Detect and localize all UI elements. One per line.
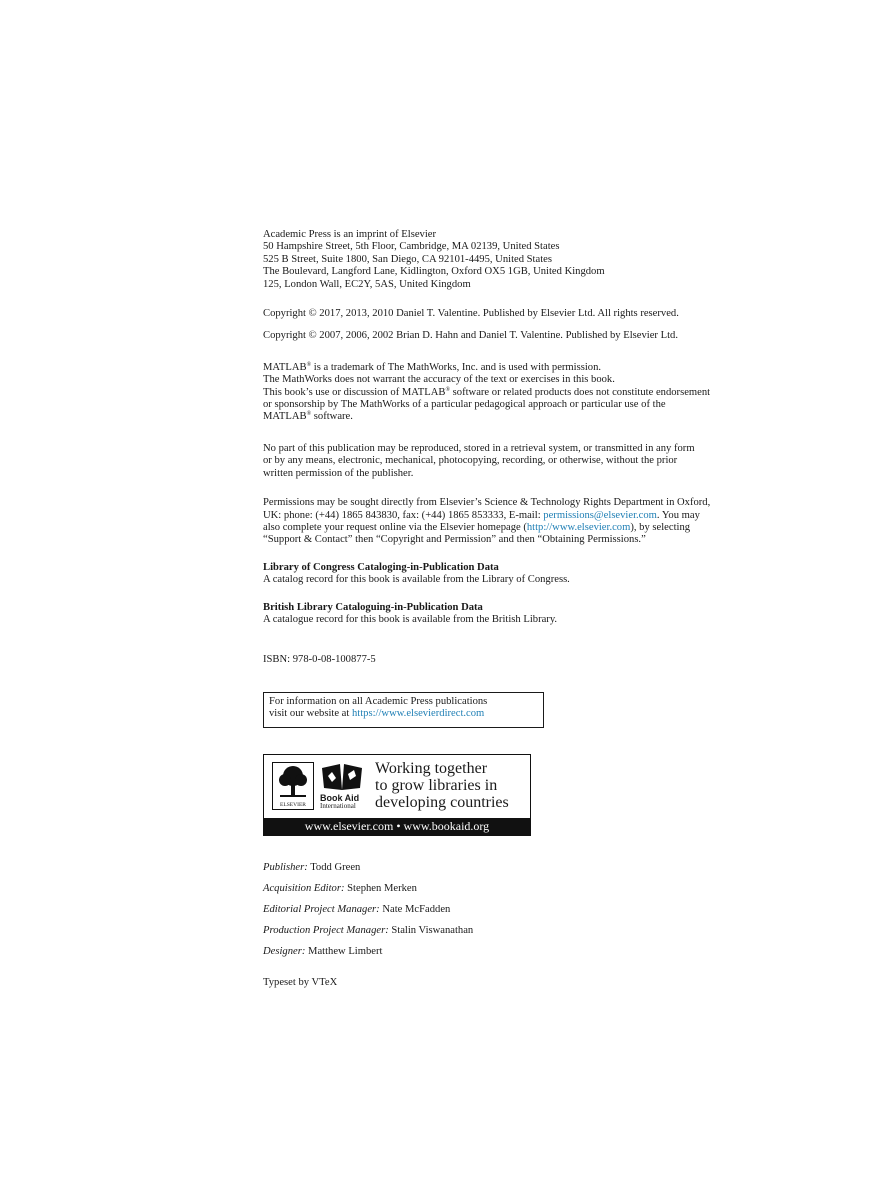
book-aid-label: Book Aid <box>320 792 360 803</box>
permissions-text: also complete your request online via the Elsevier homepage ( <box>263 521 527 533</box>
matlab-text: MATLAB <box>263 411 307 423</box>
permissions-text: UK: phone: (+44) 1865 843830, fax: (+44) 1865 853333, E-mail: <box>263 509 544 521</box>
credit-editorial-pm <box>263 904 763 916</box>
tagline-line: developing countries <box>375 793 509 811</box>
info-text: visit our website at <box>269 708 352 720</box>
info-box <box>263 692 544 728</box>
permissions-line: Permissions may be sought directly from Elsevier’s Science & Technology Rights Department in Oxford, <box>263 497 711 509</box>
credit-role: Publisher: <box>263 861 308 873</box>
imprint-line: 525 B Street, Suite 1800, San Diego, CA 92101-4495, United States <box>263 253 552 265</box>
matlab-text: is a trademark of The MathWorks, Inc. and is used with permission. <box>311 361 602 373</box>
permissions-block <box>263 497 763 547</box>
credit-name: Stalin Viswanathan <box>388 925 474 937</box>
imprint-line: 125, London Wall, EC2Y, 5AS, United Kingdom <box>263 278 471 290</box>
matlab-text: MATLAB <box>263 361 307 373</box>
matlab-text: or sponsorship by The MathWorks of a particular pedagogical approach or particular use of the <box>263 399 666 411</box>
credit-role: Acquisition Editor: <box>263 882 345 894</box>
elsevierdirect-link[interactable]: https://www.elsevierdirect.com <box>351 708 485 720</box>
credit-acquisition-editor <box>263 883 763 895</box>
bl-text: A catalogue record for this book is available from the British Library. <box>263 613 558 625</box>
bl-block <box>263 602 763 627</box>
elsevier-homepage-link[interactable]: http://www.elsevier.com <box>526 521 631 533</box>
credit-production-pm <box>263 925 763 937</box>
book-aid-banner <box>263 754 531 836</box>
loc-heading: Library of Congress Cataloging-in-Publication Data <box>263 561 499 573</box>
open-book-icon <box>320 762 364 792</box>
credit-name: Nate McFadden <box>379 903 451 915</box>
credit-role: Production Project Manager: <box>263 925 389 937</box>
loc-text: A catalog record for this book is available from the Library of Congress. <box>263 574 570 586</box>
loc-block <box>263 562 763 587</box>
permissions-text: ), by selecting <box>630 521 691 533</box>
tagline-line: to grow libraries in <box>375 776 498 794</box>
credit-role: Editorial Project Manager: <box>263 903 380 915</box>
registered-mark: ® <box>306 361 312 368</box>
book-aid-footer: www.elsevier.com • www.bookaid.org <box>264 818 530 835</box>
imprint-block <box>263 229 763 291</box>
elsevier-logo-label: ELSEVIER <box>280 801 306 808</box>
credits-block <box>263 862 763 959</box>
credit-role: Designer: <box>263 946 306 958</box>
matlab-text: The MathWorks does not warrant the accuracy of the text or exercises in this book. <box>263 374 615 386</box>
typeset-note: Typeset by VTeX <box>263 976 338 988</box>
tagline-line: Working together <box>375 759 488 777</box>
credit-name: Todd Green <box>307 861 361 873</box>
notice-line: or by any means, electronic, mechanical, photocopying, recording, or otherwise, without the prior <box>263 455 678 467</box>
elsevier-tree-icon <box>276 765 310 799</box>
copyright-line: Copyright © 2007, 2006, 2002 Brian D. Hahn and Daniel T. Valentine. Published by Elsevier Ltd. <box>263 330 678 342</box>
notice-line: No part of this publication may be reproduced, stored in a retrieval system, or transmitted in any form <box>263 442 695 454</box>
international-label: International <box>320 801 356 810</box>
matlab-text: This book’s use or discussion of MATLAB <box>263 386 446 398</box>
copyright-line: Copyright © 2017, 2013, 2010 Daniel T. Valentine. Published by Elsevier Ltd. All rights reserved. <box>263 308 679 320</box>
registered-mark: ® <box>445 386 451 393</box>
isbn: ISBN: 978-0-08-100877-5 <box>263 654 376 666</box>
info-text: For information on all Academic Press publications <box>269 695 488 707</box>
imprint-line: The Boulevard, Langford Lane, Kidlington, Oxford OX5 1GB, United Kingdom <box>263 266 605 278</box>
imprint-line: 50 Hampshire Street, 5th Floor, Cambridge, MA 02139, United States <box>263 241 560 253</box>
reproduction-notice <box>263 443 763 480</box>
matlab-text: software or related products does not constitute endorsement <box>450 386 711 398</box>
credit-name: Matthew Limbert <box>305 946 383 958</box>
elsevier-logo <box>272 762 314 810</box>
credit-name: Stephen Merken <box>344 882 417 894</box>
permissions-line: “Support & Contact” then “Copyright and Permission” and then “Obtaining Permissions.” <box>263 534 646 546</box>
copyright-page <box>263 229 763 989</box>
notice-line: written permission of the publisher. <box>263 467 414 479</box>
bl-heading: British Library Cataloguing-in-Publication Data <box>263 601 483 613</box>
book-aid-tagline <box>375 760 509 811</box>
matlab-text: software. <box>311 411 353 423</box>
imprint-line: Academic Press is an imprint of Elsevier <box>263 229 436 240</box>
book-aid-logo <box>320 762 366 810</box>
matlab-trademark-block <box>263 362 763 424</box>
credit-publisher <box>263 862 763 874</box>
registered-mark: ® <box>306 411 312 418</box>
permissions-text: . You may <box>656 509 700 521</box>
credit-designer <box>263 946 763 958</box>
permissions-email-link[interactable]: permissions@elsevier.com <box>543 509 657 521</box>
